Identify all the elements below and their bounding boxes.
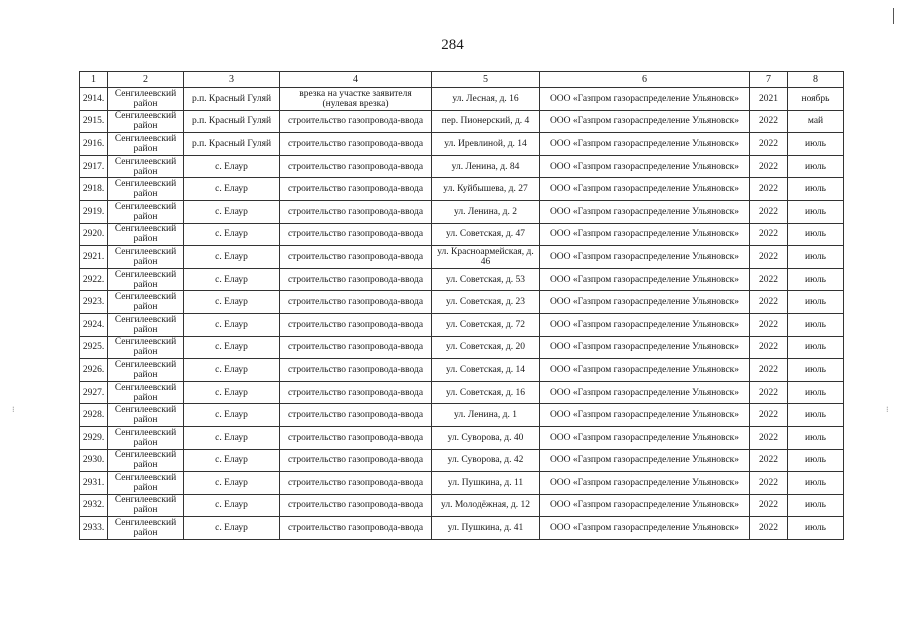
scan-edge-mark [893,8,894,24]
column-header: 6 [540,72,750,88]
month-cell: июль [788,517,844,540]
year-cell: 2022 [750,246,788,269]
scan-margin-mark-right: ⁝ [886,405,889,414]
district-cell: Сенгилеевский район [108,404,184,427]
address-cell: ул. Суворова, д. 40 [432,426,540,449]
address-cell: ул. Советская, д. 72 [432,313,540,336]
settlement-cell: с. Елаур [184,313,280,336]
month-cell: июль [788,313,844,336]
address-cell: ул. Лесная, д. 16 [432,88,540,111]
organization-cell: ООО «Газпром газораспределение Ульяновск» [540,449,750,472]
address-cell: ул. Советская, д. 53 [432,268,540,291]
year-cell: 2022 [750,404,788,427]
row-number-cell: 2930. [80,449,108,472]
month-cell: июль [788,404,844,427]
district-cell: Сенгилеевский район [108,381,184,404]
table-row [80,494,844,517]
district-cell: Сенгилеевский район [108,494,184,517]
address-cell: ул. Ирeвлиной, д. 14 [432,133,540,156]
organization-cell: ООО «Газпром газораспределение Ульяновск» [540,178,750,201]
year-cell: 2022 [750,155,788,178]
month-cell: июль [788,336,844,359]
work-type-cell: строительство газопровода-ввода [280,404,432,427]
work-type-cell: строительство газопровода-ввода [280,223,432,246]
table-row [80,313,844,336]
work-type-cell: строительство газопровода-ввода [280,336,432,359]
district-cell: Сенгилеевский район [108,517,184,540]
year-cell: 2022 [750,472,788,495]
month-cell: июль [788,359,844,382]
column-header: 2 [108,72,184,88]
data-table [79,71,844,540]
organization-cell: ООО «Газпром газораспределение Ульяновск» [540,313,750,336]
month-cell: июль [788,268,844,291]
address-cell: ул. Красноармейская, д. 46 [432,246,540,269]
row-number-cell: 2924. [80,313,108,336]
year-cell: 2021 [750,88,788,111]
settlement-cell: с. Елаур [184,426,280,449]
month-cell: июль [788,381,844,404]
year-cell: 2022 [750,449,788,472]
table-row [80,223,844,246]
year-cell: 2022 [750,517,788,540]
work-type-cell: строительство газопровода-ввода [280,381,432,404]
table-row [80,155,844,178]
table-row [80,110,844,133]
settlement-cell: р.п. Красный Гуляй [184,133,280,156]
work-type-cell: строительство газопровода-ввода [280,313,432,336]
scan-margin-mark-left: ⁝ [12,405,15,414]
table-row [80,404,844,427]
year-cell: 2022 [750,336,788,359]
work-type-cell: врезка на участке заявителя (нулевая врезка) [280,88,432,111]
table-row [80,381,844,404]
organization-cell: ООО «Газпром газораспределение Ульяновск» [540,517,750,540]
row-number-cell: 2920. [80,223,108,246]
district-cell: Сенгилеевский район [108,246,184,269]
settlement-cell: с. Елаур [184,381,280,404]
row-number-cell: 2915. [80,110,108,133]
settlement-cell: с. Елаур [184,291,280,314]
year-cell: 2022 [750,494,788,517]
table-row [80,359,844,382]
organization-cell: ООО «Газпром газораспределение Ульяновск» [540,381,750,404]
row-number-cell: 2922. [80,268,108,291]
settlement-cell: с. Елаур [184,246,280,269]
settlement-cell: р.п. Красный Гуляй [184,88,280,111]
district-cell: Сенгилеевский район [108,268,184,291]
row-number-cell: 2932. [80,494,108,517]
address-cell: ул. Советская, д. 23 [432,291,540,314]
column-header: 7 [750,72,788,88]
settlement-cell: с. Елаур [184,155,280,178]
year-cell: 2022 [750,291,788,314]
row-number-cell: 2923. [80,291,108,314]
district-cell: Сенгилеевский район [108,359,184,382]
district-cell: Сенгилеевский район [108,291,184,314]
address-cell: ул. Суворова, д. 42 [432,449,540,472]
row-number-cell: 2918. [80,178,108,201]
month-cell: июль [788,155,844,178]
settlement-cell: с. Елаур [184,223,280,246]
organization-cell: ООО «Газпром газораспределение Ульяновск» [540,88,750,111]
year-cell: 2022 [750,178,788,201]
organization-cell: ООО «Газпром газораспределение Ульяновск» [540,110,750,133]
district-cell: Сенгилеевский район [108,178,184,201]
month-cell: июль [788,200,844,223]
page-number: 284 [441,37,464,53]
organization-cell: ООО «Газпром газораспределение Ульяновск» [540,133,750,156]
district-cell: Сенгилеевский район [108,426,184,449]
district-cell: Сенгилеевский район [108,313,184,336]
organization-cell: ООО «Газпром газораспределение Ульяновск» [540,246,750,269]
table-row [80,178,844,201]
district-cell: Сенгилеевский район [108,472,184,495]
settlement-cell: с. Елаур [184,200,280,223]
column-header: 4 [280,72,432,88]
table-row [80,246,844,269]
month-cell: июль [788,449,844,472]
organization-cell: ООО «Газпром газораспределение Ульяновск» [540,155,750,178]
month-cell: июль [788,494,844,517]
address-cell: ул. Ленина, д. 84 [432,155,540,178]
organization-cell: ООО «Газпром газораспределение Ульяновск» [540,359,750,382]
row-number-cell: 2928. [80,404,108,427]
district-cell: Сенгилеевский район [108,200,184,223]
work-type-cell: строительство газопровода-ввода [280,200,432,223]
work-type-cell: строительство газопровода-ввода [280,517,432,540]
district-cell: Сенгилеевский район [108,155,184,178]
address-cell: ул. Куйбышева, д. 27 [432,178,540,201]
year-cell: 2022 [750,426,788,449]
table-row [80,268,844,291]
year-cell: 2022 [750,381,788,404]
month-cell: июль [788,472,844,495]
settlement-cell: р.п. Красный Гуляй [184,110,280,133]
work-type-cell: строительство газопровода-ввода [280,472,432,495]
district-cell: Сенгилеевский район [108,223,184,246]
district-cell: Сенгилеевский район [108,133,184,156]
organization-cell: ООО «Газпром газораспределение Ульяновск» [540,426,750,449]
table-row [80,133,844,156]
settlement-cell: с. Елаур [184,472,280,495]
row-number-cell: 2916. [80,133,108,156]
row-number-cell: 2919. [80,200,108,223]
row-number-cell: 2926. [80,359,108,382]
row-number-cell: 2929. [80,426,108,449]
settlement-cell: с. Елаур [184,336,280,359]
month-cell: май [788,110,844,133]
year-cell: 2022 [750,268,788,291]
table-row [80,517,844,540]
work-type-cell: строительство газопровода-ввода [280,449,432,472]
work-type-cell: строительство газопровода-ввода [280,133,432,156]
table-row [80,426,844,449]
column-header: 8 [788,72,844,88]
settlement-cell: с. Елаур [184,494,280,517]
organization-cell: ООО «Газпром газораспределение Ульяновск» [540,494,750,517]
organization-cell: ООО «Газпром газораспределение Ульяновск» [540,472,750,495]
month-cell: июль [788,133,844,156]
column-header: 5 [432,72,540,88]
organization-cell: ООО «Газпром газораспределение Ульяновск» [540,200,750,223]
organization-cell: ООО «Газпром газораспределение Ульяновск» [540,404,750,427]
year-cell: 2022 [750,200,788,223]
settlement-cell: с. Елаур [184,178,280,201]
address-cell: пер. Пионерский, д. 4 [432,110,540,133]
work-type-cell: строительство газопровода-ввода [280,178,432,201]
organization-cell: ООО «Газпром газораспределение Ульяновск» [540,291,750,314]
address-cell: ул. Молодёжная, д. 12 [432,494,540,517]
month-cell: июль [788,178,844,201]
year-cell: 2022 [750,133,788,156]
year-cell: 2022 [750,313,788,336]
row-number-cell: 2917. [80,155,108,178]
work-type-cell: строительство газопровода-ввода [280,246,432,269]
work-type-cell: строительство газопровода-ввода [280,110,432,133]
work-type-cell: строительство газопровода-ввода [280,155,432,178]
work-type-cell: строительство газопровода-ввода [280,426,432,449]
district-cell: Сенгилеевский район [108,110,184,133]
table-body [80,88,844,540]
month-cell: ноябрь [788,88,844,111]
row-number-cell: 2931. [80,472,108,495]
address-cell: ул. Ленина, д. 2 [432,200,540,223]
settlement-cell: с. Елаур [184,517,280,540]
table-row [80,88,844,111]
row-number-cell: 2914. [80,88,108,111]
column-header: 3 [184,72,280,88]
address-cell: ул. Советская, д. 47 [432,223,540,246]
row-number-cell: 2921. [80,246,108,269]
district-cell: Сенгилеевский район [108,336,184,359]
month-cell: июль [788,291,844,314]
row-number-cell: 2925. [80,336,108,359]
settlement-cell: с. Елаур [184,449,280,472]
settlement-cell: с. Елаур [184,359,280,382]
organization-cell: ООО «Газпром газораспределение Ульяновск» [540,336,750,359]
year-cell: 2022 [750,359,788,382]
row-number-cell: 2933. [80,517,108,540]
year-cell: 2022 [750,110,788,133]
district-cell: Сенгилеевский район [108,449,184,472]
table-row [80,200,844,223]
table-row [80,472,844,495]
settlement-cell: с. Елаур [184,268,280,291]
address-cell: ул. Советская, д. 16 [432,381,540,404]
work-type-cell: строительство газопровода-ввода [280,291,432,314]
address-cell: ул. Ленина, д. 1 [432,404,540,427]
address-cell: ул. Пушкина, д. 11 [432,472,540,495]
month-cell: июль [788,223,844,246]
organization-cell: ООО «Газпром газораспределение Ульяновск» [540,223,750,246]
month-cell: июль [788,246,844,269]
work-type-cell: строительство газопровода-ввода [280,359,432,382]
organization-cell: ООО «Газпром газораспределение Ульяновск» [540,268,750,291]
column-header: 1 [80,72,108,88]
table-row [80,291,844,314]
year-cell: 2022 [750,223,788,246]
work-type-cell: строительство газопровода-ввода [280,268,432,291]
table-row [80,449,844,472]
address-cell: ул. Советская, д. 20 [432,336,540,359]
month-cell: июль [788,426,844,449]
address-cell: ул. Пушкина, д. 41 [432,517,540,540]
table-header-row [80,72,844,88]
table-row [80,336,844,359]
work-type-cell: строительство газопровода-ввода [280,494,432,517]
address-cell: ул. Советская, д. 14 [432,359,540,382]
row-number-cell: 2927. [80,381,108,404]
district-cell: Сенгилеевский район [108,88,184,111]
settlement-cell: с. Елаур [184,404,280,427]
